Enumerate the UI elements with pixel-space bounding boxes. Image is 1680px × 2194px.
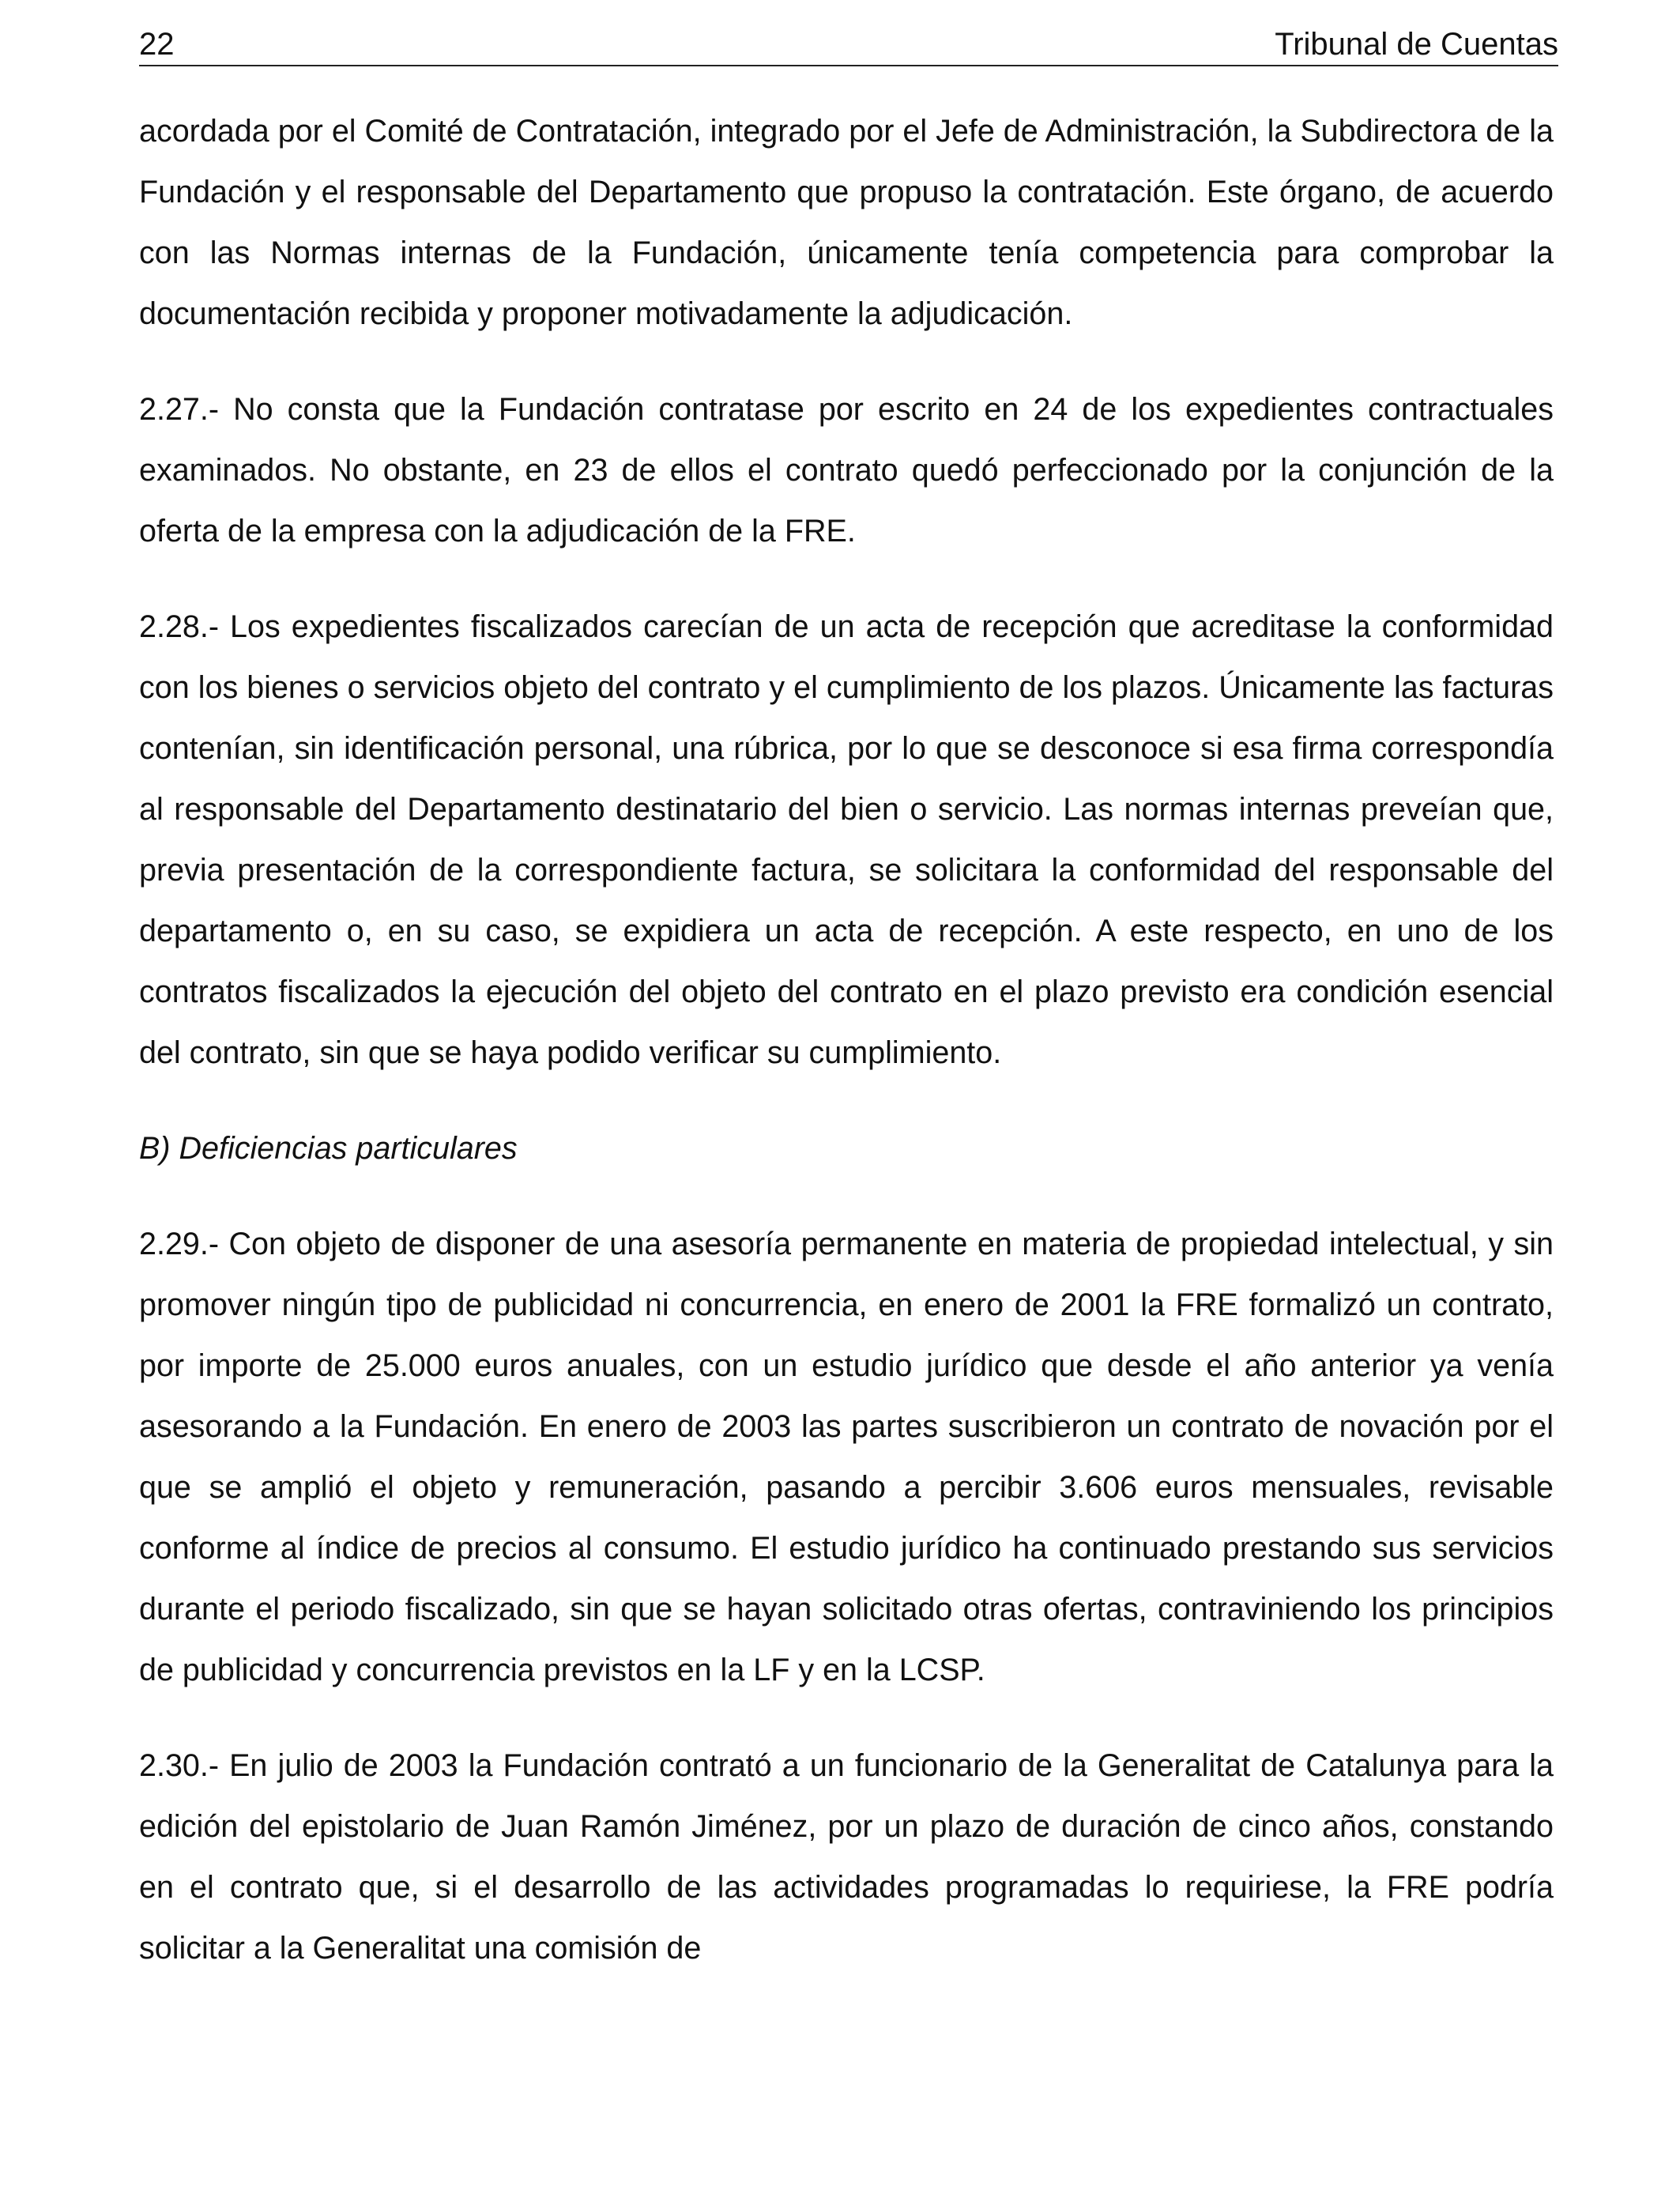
paragraph-2-28: 2.28.- Los expedientes fiscalizados carecían de un acta de recepción que acreditase la conformidad con los bienes o servicios objeto del contrato y el cumplimiento de los plazos. Únicamente las facturas contenían, sin identificación personal, una rúbrica, por lo que se desconoce si esa firma correspondía al responsable del Departamento destinatario del bien o servicio. Las normas internas preveían que, previa presentación de la correspondiente factura, se solicitara la conformidad del responsable del departamento o, en su caso, se expidiera un acta de recepción. A este respecto, en uno de los contratos fiscalizados la ejecución del objeto del contrato en el plazo previsto era condición esencial del contrato, sin que se haya podido verificar su cumplimiento. xyxy=(139,609,1554,1070)
section-subheading: B) Deficiencias particulares xyxy=(139,1131,518,1166)
paragraph-2-30: 2.30.- En julio de 2003 la Fundación contrató a un funcionario de la Generalitat de Catalunya para la edición del epistolario de Juan Ramón Jiménez, por un plazo de duración de cinco años, constando en el contrato que, si el desarrollo de las actividades programadas lo requiriese, la FRE podría solicitar a la Generalitat una comisión de xyxy=(139,1748,1554,1966)
running-title: Tribunal de Cuentas xyxy=(1275,27,1558,62)
paragraph-continuation: acordada por el Comité de Contratación, integrado por el Jefe de Administración, la Subdirectora de la Fundación y el responsable del Departamento que propuso la contratación. Este órgano, de acuerdo con las Normas internas de la Fundación, únicamente tenía competencia para comprobar la documentación recibida y proponer motivadamente la adjudicación. xyxy=(139,114,1554,331)
page-header xyxy=(139,24,1558,66)
page-number: 22 xyxy=(139,27,175,62)
paragraph-2-27: 2.27.- No consta que la Fundación contratase por escrito en 24 de los expedientes contractuales examinados. No obstante, en 23 de ellos el contrato quedó perfeccionado por la conjunción de la oferta de la empresa con la adjudicación de la FRE. xyxy=(139,392,1554,548)
paragraph-2-29: 2.29.- Con objeto de disponer de una asesoría permanente en materia de propiedad intelectual, y sin promover ningún tipo de publicidad ni concurrencia, en enero de 2001 la FRE formalizó un contrato, por importe de 25.000 euros anuales, con un estudio jurídico que desde el año anterior ya venía asesorando a la Fundación. En enero de 2003 las partes suscribieron un contrato de novación por el que se amplió el objeto y remuneración, pasando a percibir 3.606 euros mensuales, revisable conforme al índice de precios al consumo. El estudio jurídico ha continuado prestando sus servicios durante el periodo fiscalizado, sin que se hayan solicitado otras ofertas, contraviniendo los principios de publicidad y concurrencia previstos en la LF y en la LCSP. xyxy=(139,1227,1554,1687)
body-text xyxy=(139,101,1554,1979)
